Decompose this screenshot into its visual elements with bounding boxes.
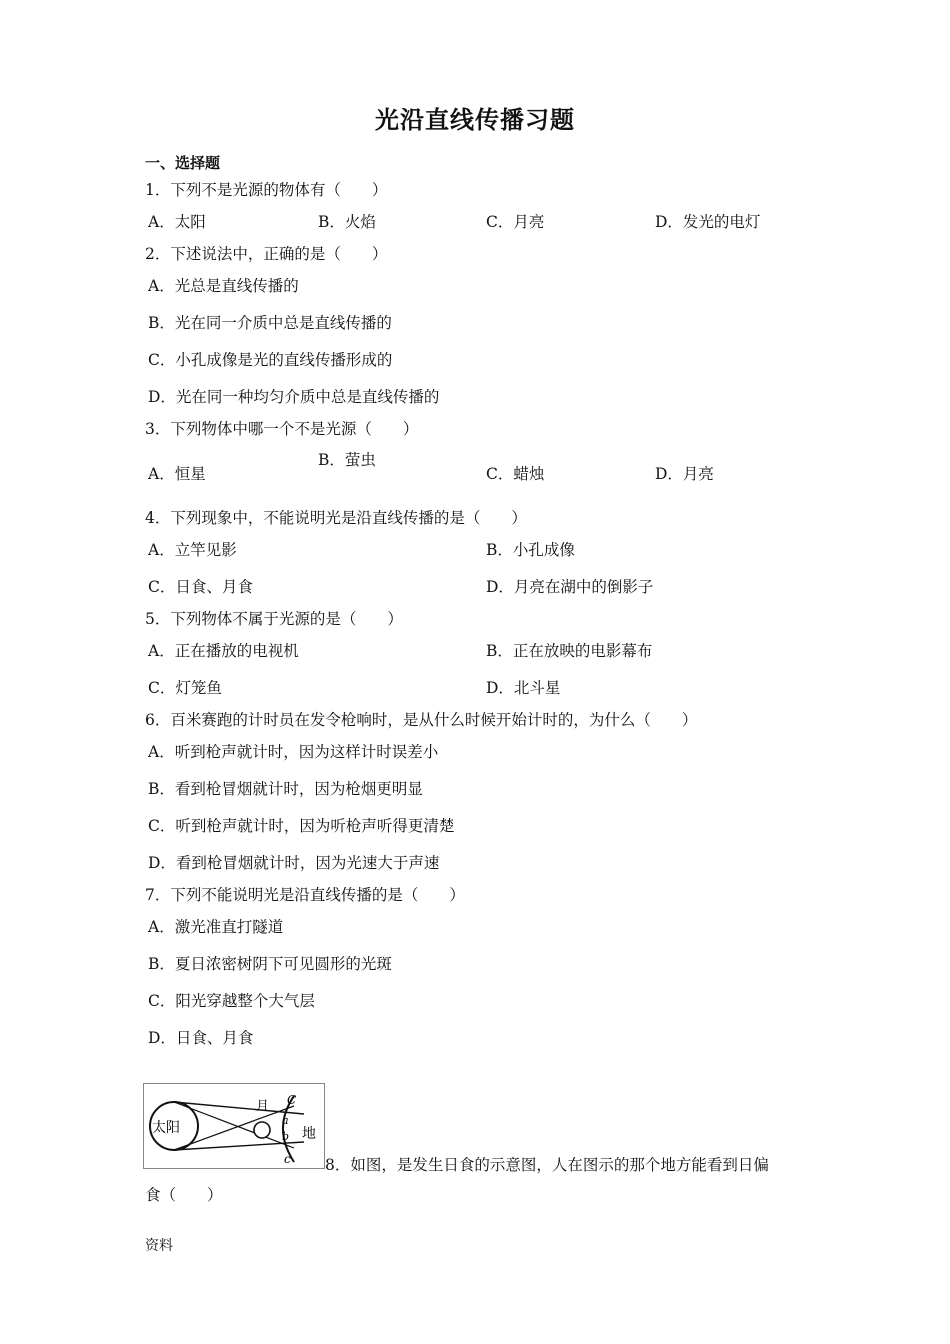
question-3-option-a: A．恒星 — [148, 465, 206, 483]
question-1-option-c: C．月亮 — [486, 213, 545, 231]
question-8-stem-continued: 食（ ） — [145, 1186, 223, 1204]
question-6-option-d: D．看到枪冒烟就计时，因为光速大于声速 — [148, 854, 440, 872]
page-footer: 资料 — [145, 1238, 173, 1254]
earth-label: 地 — [302, 1126, 316, 1142]
question-7-option-d: D．日食、月食 — [148, 1029, 254, 1047]
eclipse-diagram — [143, 1083, 325, 1169]
label-a: a — [282, 1114, 289, 1127]
question-7-option-c: C．阳光穿越整个大气层 — [148, 992, 315, 1010]
question-5-option-d: D．北斗星 — [486, 679, 561, 697]
label-b: b — [282, 1130, 290, 1143]
question-2-stem: 2．下述说法中，正确的是（ ） — [145, 245, 388, 263]
question-6-stem: 6．百米赛跑的计时员在发令枪响时，是从什么时候开始计时的，为什么（ ） — [145, 711, 698, 729]
question-4-option-b: B．小孔成像 — [486, 541, 575, 559]
question-4-option-d: D．月亮在湖中的倒影子 — [486, 578, 654, 596]
question-1-option-d: D．发光的电灯 — [655, 213, 761, 231]
question-3-stem: 3．下列物体中哪一个不是光源（ ） — [145, 420, 419, 438]
label-c-top: C — [287, 1093, 297, 1107]
question-5-stem: 5．下列物体不属于光源的是（ ） — [145, 610, 403, 628]
question-5-option-a: A．正在播放的电视机 — [148, 642, 299, 660]
question-3-option-c: C．蜡烛 — [486, 465, 545, 483]
question-3-option-b: B．萤虫 — [318, 451, 376, 469]
eclipse-diagram-svg — [144, 1084, 324, 1168]
question-5-option-c: C．灯笼鱼 — [148, 679, 222, 697]
question-4-option-a: A．立竿见影 — [148, 541, 237, 559]
sun-label: 太阳 — [152, 1120, 180, 1136]
moon-label: 月 — [256, 1099, 270, 1114]
question-6-option-c: C．听到枪声就计时，因为听枪声听得更清楚 — [148, 817, 455, 835]
question-7-option-b: B．夏日浓密树阴下可见圆形的光斑 — [148, 955, 392, 973]
question-4-option-c: C．日食、月食 — [148, 578, 253, 596]
question-4-stem: 4．下列现象中，不能说明光是沿直线传播的是（ ） — [145, 509, 527, 527]
question-7-option-a: A．激光准直打隧道 — [148, 918, 284, 936]
question-1-option-a: A．太阳 — [148, 213, 206, 231]
question-2-option-c: C．小孔成像是光的直线传播形成的 — [148, 351, 393, 369]
question-1-stem: 1．下列不是光源的物体有（ ） — [145, 181, 388, 199]
question-1-option-b: B．火焰 — [318, 213, 376, 231]
page-title: 光沿直线传播习题 — [375, 106, 575, 134]
question-7-stem: 7．下列不能说明光是沿直线传播的是（ ） — [145, 886, 465, 904]
question-2-option-a: A．光总是直线传播的 — [148, 277, 299, 295]
question-2-option-d: D．光在同一种均匀介质中总是直线传播的 — [148, 388, 440, 406]
question-3-option-d: D．月亮 — [655, 465, 714, 483]
section-heading: 一、选择题 — [145, 154, 221, 172]
label-c-bottom: c — [284, 1152, 291, 1166]
question-2-option-b: B．光在同一介质中总是直线传播的 — [148, 314, 392, 332]
question-6-option-a: A．听到枪声就计时，因为这样计时误差小 — [148, 743, 439, 761]
moon-circle — [254, 1122, 270, 1138]
question-5-option-b: B．正在放映的电影幕布 — [486, 642, 653, 660]
question-8-stem: 8．如图，是发生日食的示意图，人在图示的那个地方能看到日偏 — [325, 1156, 769, 1174]
question-6-option-b: B．看到枪冒烟就计时，因为枪烟更明显 — [148, 780, 423, 798]
